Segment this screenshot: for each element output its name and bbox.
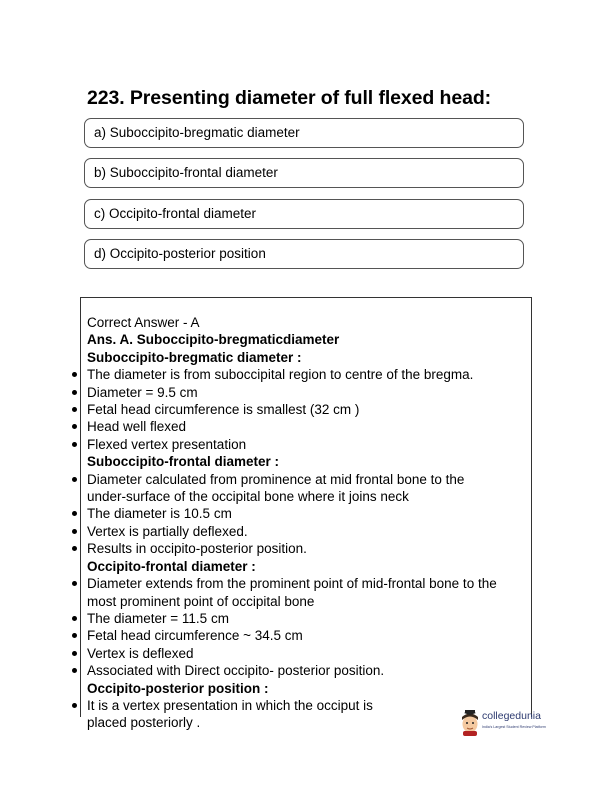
answer-line: most prominent point of occipital bone: [87, 593, 315, 609]
answer-bullet-item: Fetal head circumference is smallest (32 cm ): [87, 401, 537, 418]
answer-bullet-item: The diameter is from suboccipital region to centre of the bregma.: [87, 366, 537, 383]
answer-heading: Occipito-posterior position :: [87, 680, 269, 696]
answer-line: Correct Answer - A: [87, 315, 200, 330]
answer-bullet-item: The diameter = 11.5 cm: [87, 610, 537, 627]
option-d[interactable]: d) Occipito-posterior position: [84, 239, 524, 269]
option-b[interactable]: b) Suboccipito-frontal diameter: [84, 158, 524, 188]
answer-heading: Ans. A. Suboccipito-bregmaticdiameter: [87, 332, 340, 348]
answer-bullet-item: Diameter calculated from prominence at mid frontal bone to the: [87, 471, 537, 488]
answer-bullet-item: Vertex is deflexed: [87, 645, 537, 662]
option-c[interactable]: c) Occipito-frontal diameter: [84, 199, 524, 229]
answer-heading: Suboccipito-frontal diameter :: [87, 454, 280, 470]
answer-bullet-item: Associated with Direct occipito- posterior position.: [87, 662, 537, 679]
collegedunia-logo: [458, 707, 578, 741]
answer-content: [87, 314, 537, 732]
logo-text: collegedunia: [482, 710, 541, 722]
answer-bullet-item: Diameter extends from the prominent point of mid-frontal bone to the: [87, 575, 537, 592]
answer-bullet-item: It is a vertex presentation in which the occiput is: [87, 697, 537, 714]
answer-bullet-item: Flexed vertex presentation: [87, 436, 537, 453]
answer-bullet-item: Fetal head circumference ~ 34.5 cm: [87, 627, 537, 644]
answer-bullet-item: Head well flexed: [87, 418, 537, 435]
answer-bullet-item: Vertex is partially deflexed.: [87, 523, 537, 540]
logo-tagline: India's Largest Student Review Platform: [482, 725, 546, 729]
answer-heading: Occipito-frontal diameter :: [87, 558, 256, 574]
answer-line: placed posteriorly .: [87, 715, 201, 731]
option-a[interactable]: a) Suboccipito-bregmatic diameter: [84, 118, 524, 148]
answer-bullet-item: Results in occipito-posterior position.: [87, 540, 537, 557]
answer-line: under-surface of the occipital bone where it joins neck: [87, 489, 409, 505]
answer-heading: Suboccipito-bregmatic diameter :: [87, 349, 302, 365]
answer-bullet-item: Diameter = 9.5 cm: [87, 384, 537, 401]
answer-bullet-item: The diameter is 10.5 cm: [87, 505, 537, 522]
mascot-icon: [458, 707, 482, 737]
question-title: 223. Presenting diameter of full flexed head:: [87, 87, 492, 109]
